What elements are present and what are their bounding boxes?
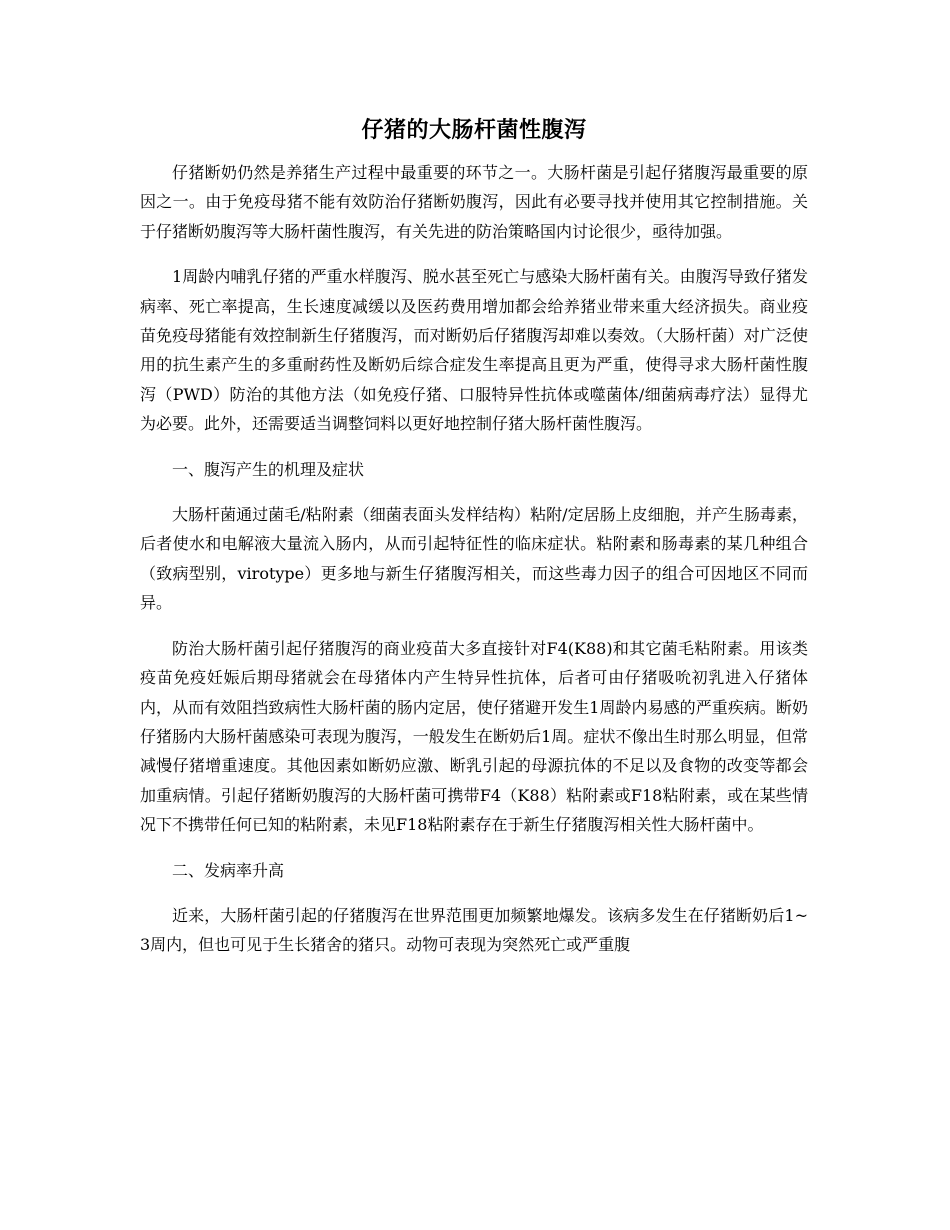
paragraph-intro: 仔猪断奶仍然是养猪生产过程中最重要的环节之一。大肠杆菌是引起仔猪腹泻最重要的原因之一。由于免疫母猪不能有效防治仔猪断奶腹泻，因此有必要寻找并使用其它控制措施。关于仔猪断奶腹泻等大肠杆菌性腹泻，有关先进的防治策略国内讨论很少，亟待加强。 xyxy=(140,163,808,241)
document-title: 仔猪的大肠杆菌性腹泻 xyxy=(361,117,587,143)
document-body xyxy=(140,110,808,976)
paragraph-vaccines: 防治大肠杆菌引起仔猪腹泻的商业疫苗大多直接针对F4(K88)和其它菌毛粘附素。用该类疫苗免疫妊娠后期母猪就会在母猪体内产生特异性抗体，后者可由仔猪吸吮初乳进入仔猪体内，从而有效阻挡致病性大肠杆菌的肠内定居，使仔猪避开发生1周龄内易感的严重疾病。断奶仔猪肠内大肠杆菌感染可表现为腹泻，一般发生在断奶后1周。症状不像出生时那么明显，但常减慢仔猪增重速度。其他因素如断奶应激、断乳引起的母源抗体的不足以及食物的改变等都会加重病情。引起仔猪断奶腹泻的大肠杆菌可携带F4（K88）粘附素或F18粘附素，或在某些情况下不携带任何已知的粘附素，未见F18粘附素存在于新生仔猪腹泻相关性大肠杆菌中。 xyxy=(140,638,808,835)
section-heading-mechanism: 一、腹泻产生的机理及症状 xyxy=(172,459,365,479)
section-heading-incidence: 二、发病率升高 xyxy=(172,860,285,880)
paragraph-mechanism: 大肠杆菌通过菌毛/粘附素（细菌表面头发样结构）粘附/定居肠上皮细胞，并产生肠毒素，后者使水和电解液大量流入肠内，从而引起特征性的临床症状。粘附素和肠毒素的某几种组合（致病型别，virotype）更多地与新生仔猪腹泻相关，而这些毒力因子的组合可因地区不同而异。 xyxy=(140,505,808,613)
paragraph-incidence: 近来，大肠杆菌引起的仔猪腹泻在世界范围更加频繁地爆发。该病多发生在仔猪断奶后1~3周内，但也可见于生长猪舍的猪只。动物可表现为突然死亡或严重腹 xyxy=(140,905,808,955)
paragraph-background: 1周龄内哺乳仔猪的严重水样腹泻、脱水甚至死亡与感染大肠杆菌有关。由腹泻导致仔猪发病率、死亡率提高，生长速度减缓以及医药费用增加都会给养猪业带来重大经济损失。商业疫苗免疫母猪能有效控制新生仔猪腹泻，而对断奶后仔猪腹泻却难以奏效。（大肠杆菌）对广泛使用的抗生素产生的多重耐药性及断奶后综合症发生率提高且更为严重，使得寻求大肠杆菌性腹泻（PWD）防治的其他方法（如免疫仔猪、口服特异性抗体或噬菌体/细菌病毒疗法）显得尤为必要。此外，还需要适当调整饲料以更好地控制仔猪大肠杆菌性腹泻。 xyxy=(140,267,808,434)
